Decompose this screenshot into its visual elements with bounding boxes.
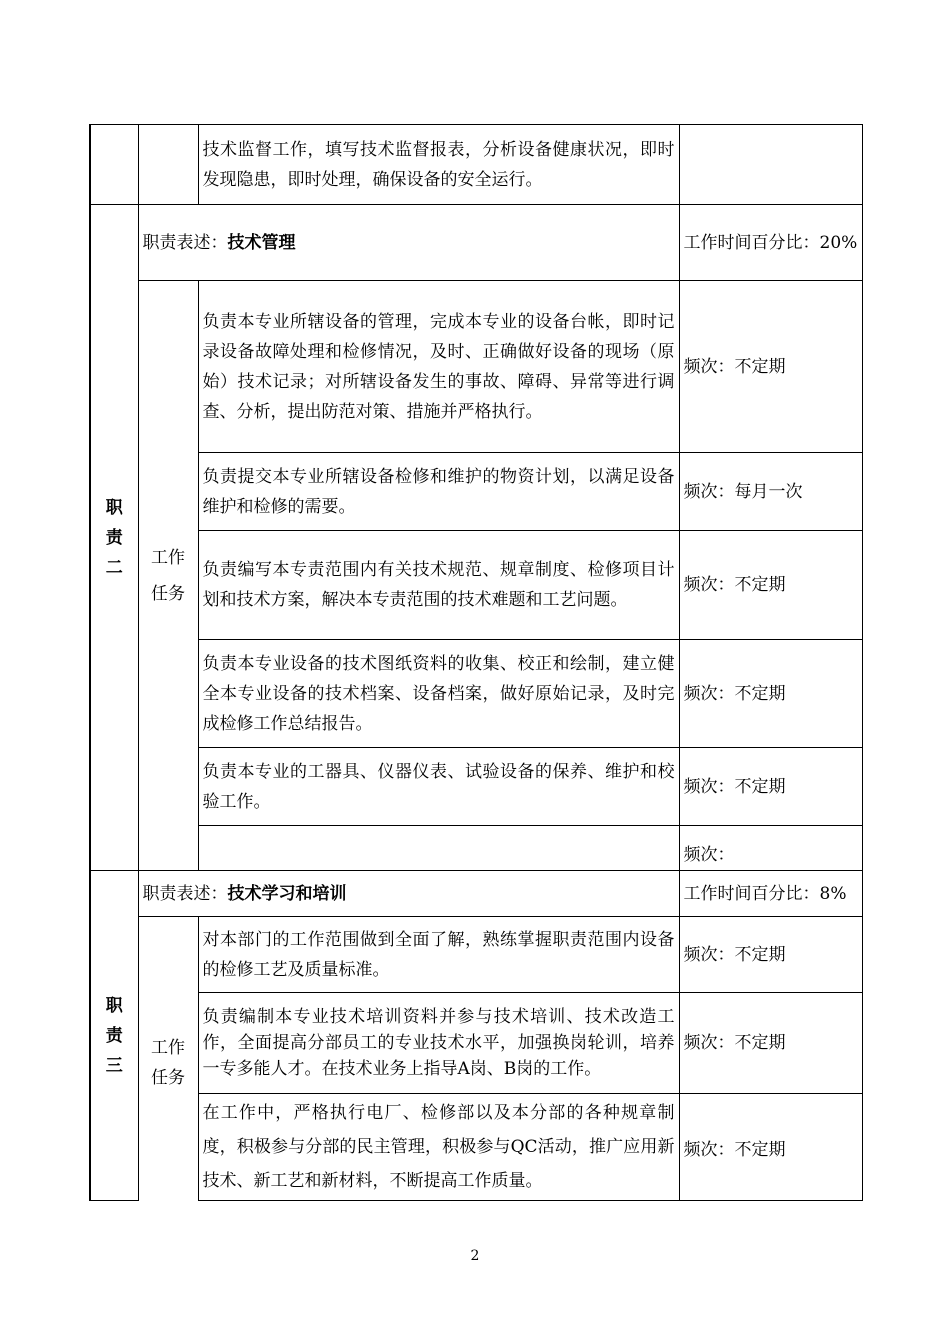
task-text [198, 826, 679, 871]
duty3-section-label: 职 责 三 [90, 871, 138, 1201]
duty2-task-row [90, 453, 862, 531]
task-text: 技术监督工作，填写技术监督报表，分析设备健康状况，即时发现隐患，即时处理，确保设备的安全运行。 [198, 125, 679, 205]
task-frequency: 频次：不定期 [679, 993, 862, 1094]
duty3-task-row [90, 993, 862, 1094]
task-text: 负责编写本专责范围内有关技术规范、规章制度、检修项目计划和技术方案，解决本专责范围的技术难题和工艺问题。 [198, 531, 679, 640]
duty2-description [138, 205, 679, 281]
freq-cell-empty [679, 125, 862, 205]
task-frequency: 频次：每月一次 [679, 453, 862, 531]
duty3-work-label: 工作 任务 [138, 917, 198, 1201]
job-duty-table [89, 124, 863, 1201]
task-text: 负责本专业所辖设备的管理，完成本专业的设备台帐，即时记录设备故障处理和检修情况，及时、正确做好设备的现场（原始）技术记录；对所辖设备发生的事故、障碍、异常等进行调查、分析，提出防范对策、措施并严格执行。 [198, 281, 679, 453]
task-frequency: 频次：不定期 [679, 1094, 862, 1201]
duty2-task-row [90, 640, 862, 748]
task-text: 负责提交本专业所辖设备检修和维护的物资计划，以满足设备维护和检修的需要。 [198, 453, 679, 531]
duty3-description-row [90, 871, 862, 917]
duty2-task-row [90, 531, 862, 640]
task-frequency: 频次： [679, 826, 862, 871]
duty2-description-row [90, 205, 862, 281]
duty3-task-row [90, 917, 862, 993]
desc-title: 技术管理 [227, 232, 296, 253]
task-text: 在工作中，严格执行电厂、检修部以及本分部的各种规章制度，积极参与分部的民主管理，积极参与QC活动，推广应用新技术、新工艺和新材料，不断提高工作质量。 [198, 1094, 679, 1201]
duty2-section-label: 职 责 二 [90, 205, 138, 871]
section-cell-empty [90, 125, 138, 205]
desc-title: 技术学习和培训 [227, 883, 347, 904]
desc-prefix: 职责表述： [142, 232, 228, 253]
task-text: 负责本专业设备的技术图纸资料的收集、校正和绘制，建立健全本专业设备的技术档案、设备档案，做好原始记录，及时完成检修工作总结报告。 [198, 640, 679, 748]
task-frequency: 频次：不定期 [679, 640, 862, 748]
duty2-task-row [90, 281, 862, 453]
task-frequency: 频次：不定期 [679, 917, 862, 993]
duty3-description [138, 871, 679, 917]
duty2-task-row [90, 748, 862, 826]
duty2-work-label: 工作 任务 [138, 281, 198, 871]
task-frequency: 频次：不定期 [679, 748, 862, 826]
duty2-task-row [90, 826, 862, 871]
work-label-cell-empty [138, 125, 198, 205]
task-text: 负责本专业的工器具、仪器仪表、试验设备的保养、维护和校验工作。 [198, 748, 679, 826]
task-frequency: 频次：不定期 [679, 281, 862, 453]
duty3-time-pct: 工作时间百分比：8% [679, 871, 862, 917]
page-number: 2 [470, 1248, 480, 1264]
duty2-time-pct: 工作时间百分比：20% [679, 205, 862, 281]
task-text: 对本部门的工作范围做到全面了解，熟练掌握职责范围内设备的检修工艺及质量标准。 [198, 917, 679, 993]
duty3-task-row [90, 1094, 862, 1201]
continuation-row [90, 125, 862, 205]
task-frequency: 频次：不定期 [679, 531, 862, 640]
task-text: 负责编制本专业技术培训资料并参与技术培训、技术改造工作，全面提高分部员工的专业技术水平，加强换岗轮训，培养一专多能人才。在技术业务上指导A岗、B岗的工作。 [198, 993, 679, 1094]
desc-prefix: 职责表述： [142, 883, 228, 904]
